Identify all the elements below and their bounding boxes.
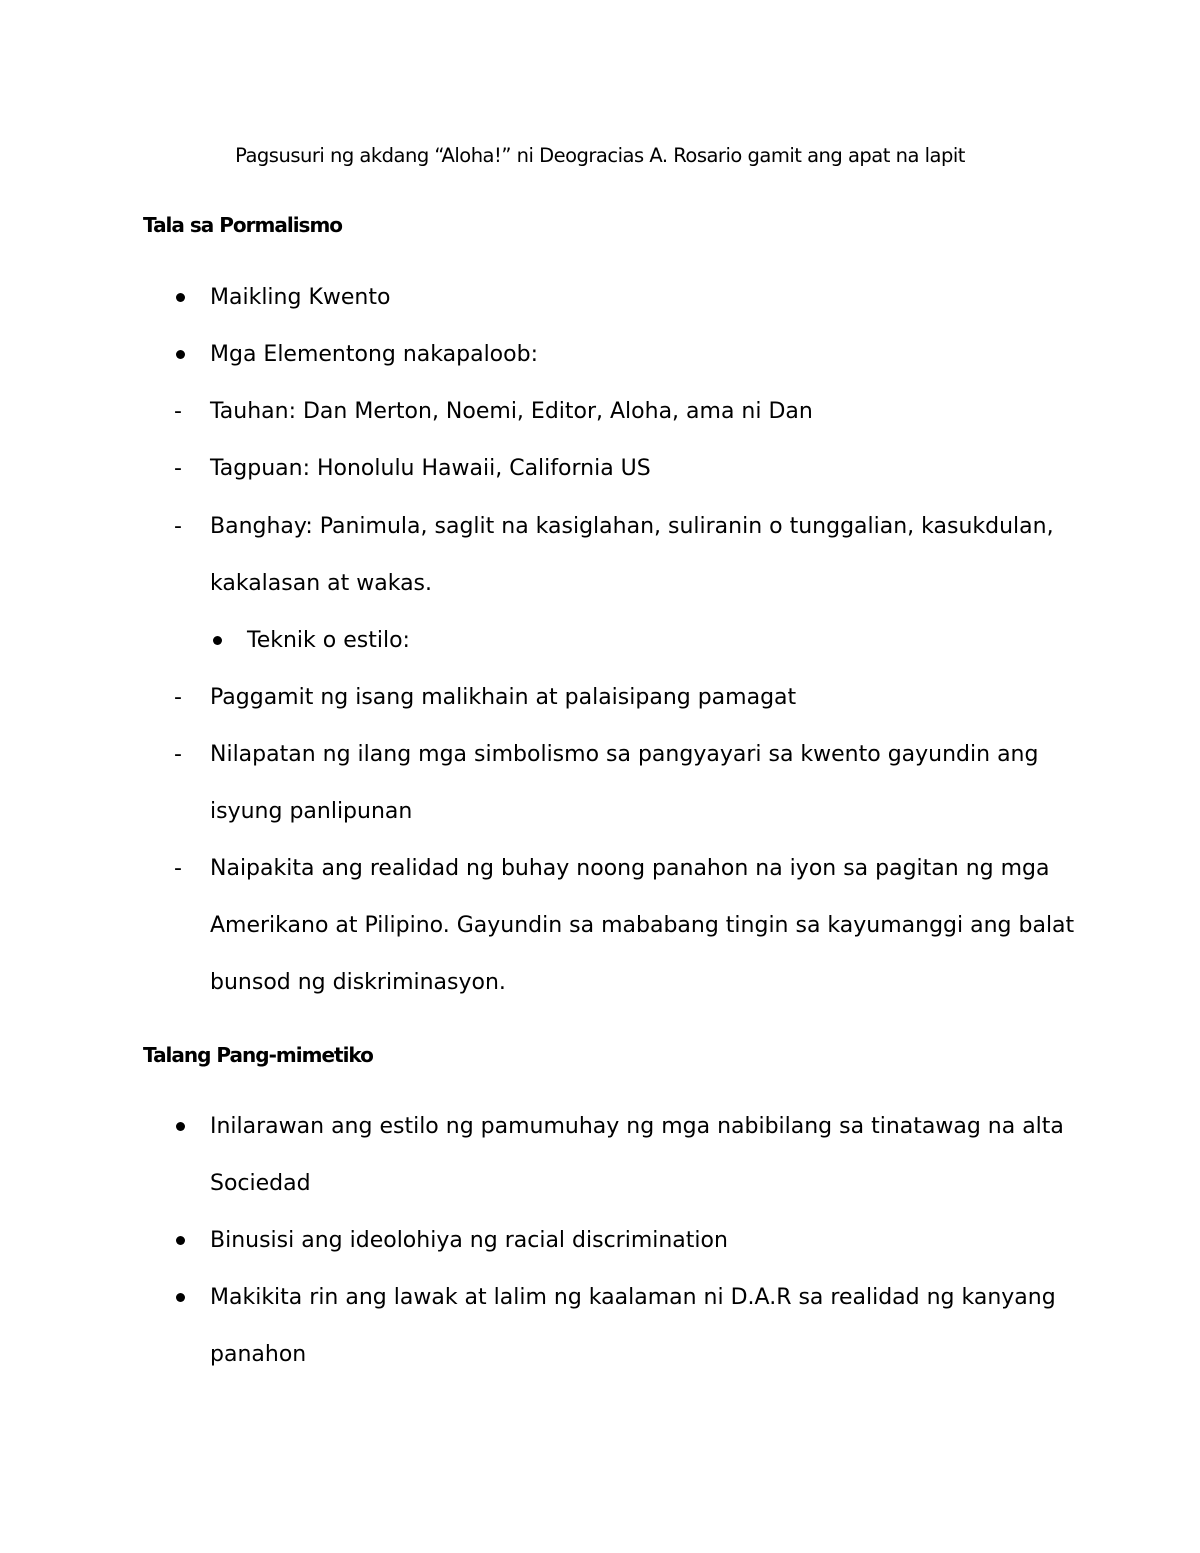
section-heading-mimetiko: Talang Pang-mimetiko bbox=[143, 1043, 373, 1067]
list-item-continuation: bunsod ng diskriminasyon. bbox=[210, 970, 506, 995]
bullet-dot-icon bbox=[176, 293, 185, 302]
list-item-continuation: isyung panlipunan bbox=[210, 799, 413, 824]
list-item-continuation: Amerikano at Pilipino. Gayundin sa mababang tingin sa kayumanggi ang balat bbox=[210, 913, 1075, 938]
list-item: Tagpuan: Honolulu Hawaii, California US bbox=[210, 456, 651, 481]
list-item-continuation: panahon bbox=[210, 1342, 307, 1367]
dash-marker: - bbox=[174, 399, 182, 424]
document-title: Pagsusuri ng akdang “Aloha!” ni Deogracias A. Rosario gamit ang apat na lapit bbox=[235, 144, 965, 167]
bullet-dot-icon bbox=[176, 1236, 185, 1245]
list-item: Naipakita ang realidad ng buhay noong panahon na iyon sa pagitan ng mga bbox=[210, 856, 1050, 881]
bullet-dot-icon bbox=[176, 1293, 185, 1302]
bullet-dot-icon bbox=[176, 1122, 185, 1131]
sub-list-item: Teknik o estilo: bbox=[247, 628, 410, 653]
dash-marker: - bbox=[174, 685, 182, 710]
list-item: Maikling Kwento bbox=[210, 285, 391, 310]
list-item-continuation: kakalasan at wakas. bbox=[210, 571, 433, 596]
dash-marker: - bbox=[174, 514, 182, 539]
list-item: Binusisi ang ideolohiya ng racial discrimination bbox=[210, 1228, 728, 1253]
dash-marker: - bbox=[174, 456, 182, 481]
list-item: Paggamit ng isang malikhain at palaisipang pamagat bbox=[210, 685, 797, 710]
list-item: Nilapatan ng ilang mga simbolismo sa pangyayari sa kwento gayundin ang bbox=[210, 742, 1039, 767]
bullet-dot-icon bbox=[176, 350, 185, 359]
dash-marker: - bbox=[174, 856, 182, 881]
list-item: Banghay: Panimula, saglit na kasiglahan, suliranin o tunggalian, kasukdulan, bbox=[210, 514, 1054, 539]
list-item: Mga Elementong nakapaloob: bbox=[210, 342, 538, 367]
dash-marker: - bbox=[174, 742, 182, 767]
list-item: Tauhan: Dan Merton, Noemi, Editor, Aloha, ama ni Dan bbox=[210, 399, 813, 424]
list-item-continuation: Sociedad bbox=[210, 1171, 311, 1196]
section-heading-pormalismo: Tala sa Pormalismo bbox=[143, 213, 343, 237]
list-item: Inilarawan ang estilo ng pamumuhay ng mga nabibilang sa tinatawag na alta bbox=[210, 1114, 1064, 1139]
bullet-dot-icon bbox=[213, 636, 222, 645]
list-item: Makikita rin ang lawak at lalim ng kaalaman ni D.A.R sa realidad ng kanyang bbox=[210, 1285, 1056, 1310]
